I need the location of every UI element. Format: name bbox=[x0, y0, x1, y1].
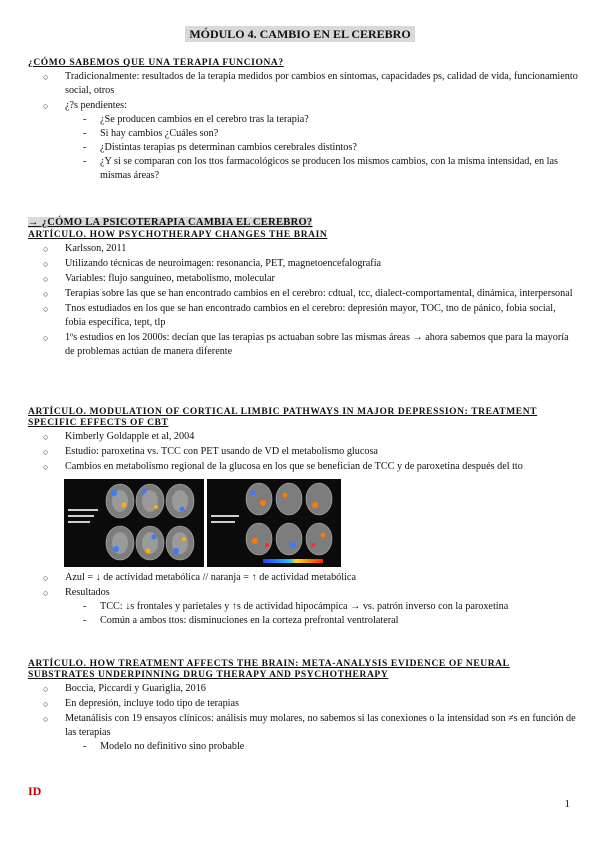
article-heading: ARTÍCULO. HOW TREATMENT AFFECTS THE BRAIN: META-ANALYSIS EVIDENCE OF NEURAL SUBSTRATES UNDERPINNING DRUG THERAPY AND PSYCHOTHERAPY bbox=[28, 659, 510, 680]
brain-scan-cbt bbox=[64, 479, 204, 567]
section-goldapple-cont bbox=[28, 571, 578, 629]
brain-scan-figure bbox=[64, 479, 344, 567]
title-text: MÓDULO 4. CAMBIO EN EL CEREBRO bbox=[185, 26, 414, 42]
sub-item: - Modelo no definitivo sino probable bbox=[28, 740, 578, 754]
list-item: ○ Azul = ↓ de actividad metabólica // naranja = ↑ de actividad metabólica bbox=[28, 571, 578, 585]
list-item: ○ Boccia, Piccardi y Guariglia, 2016 bbox=[28, 682, 578, 696]
brain-scan-paroxetine bbox=[207, 479, 341, 567]
sub-item: - Común a ambos ttos: disminuciones en la corteza prefrontal ventrolateral bbox=[28, 614, 578, 628]
section-how-we-know bbox=[28, 58, 578, 184]
page-title bbox=[0, 27, 600, 42]
list-item: ○ En depresión, incluye todo tipo de terapias bbox=[28, 697, 578, 711]
article-heading: ARTÍCULO. HOW PSYCHOTHERAPY CHANGES THE BRAIN bbox=[28, 230, 328, 240]
section-goldapple bbox=[28, 407, 578, 475]
list-item: ○ Resultados - TCC: ↓s frontales y parietales y ↑s de actividad hipocámpica → vs. patrón inverso con la paroxetina - Común a ambos ttos: disminuciones en la corteza prefrontal ventrolateral bbox=[28, 586, 578, 628]
brain-scan-cbt-image bbox=[64, 479, 204, 567]
page-number: 1 bbox=[564, 798, 570, 810]
list-item: ○ Karlsson, 2011 bbox=[28, 242, 578, 256]
brain-scan-paroxetine-image bbox=[207, 479, 341, 567]
list-item: ○ Kimberly Goldapple et al, 2004 bbox=[28, 430, 578, 444]
list-item: ○ Terapias sobre las que se han encontrado cambios en el cerebro: cdtual, tcc, dialect-comportamental, dinámica, interpersonal bbox=[28, 287, 578, 301]
section-heading: ¿CÓMO SABEMOS QUE UNA TERAPIA FUNCIONA? bbox=[28, 58, 284, 68]
article-heading: ARTÍCULO. MODULATION OF CORTICAL LIMBIC PATHWAYS IN MAJOR DEPRESSION: TREATMENT SPECIFIC EFFECTS OF CBT bbox=[28, 407, 538, 428]
list-item: ○ Metanálisis con 19 ensayos clínicos: análisis muy molares, no sabemos si las conexiones o la intensidad son ≠s en función de las terapias - Modelo no definitivo sino probable bbox=[28, 712, 578, 754]
sub-item: - ¿Y si se comparan con los ttos farmacológicos se producen los mismos cambios, con la misma intensidad, en las mismas áreas? bbox=[28, 155, 578, 183]
sub-item: - ¿Distintas terapias ps determinan cambios cerebrales distintos? bbox=[28, 141, 578, 155]
list-item: ○ 1ºs estudios en los 2000s: decían que las terapias ps actuaban sobre las mismas áreas → ahora sabemos que para la mayoría de problemas actúan de manera diferente bbox=[28, 331, 578, 359]
footer-id-label: ID bbox=[28, 784, 42, 798]
sub-item: - ¿Se producen cambios en el cerebro tras la terapia? bbox=[28, 113, 578, 127]
list-item: ○ Tradicionalmente: resultados de la terapia medidos por cambios en síntomas, capacidades ps, calidad de vida, funcionamiento social, otros bbox=[28, 70, 578, 98]
section-boccia bbox=[28, 659, 578, 755]
list-item: ○ Estudio: paroxetina vs. TCC con PET usando de VD el metabolismo glucosa bbox=[28, 445, 578, 459]
list-item: ○ ¿?s pendientes: - ¿Se producen cambios en el cerebro tras la terapia? - Si hay cambios ¿Cuáles son? - ¿Distintas terapias ps determinan cambios cerebrales distintos? - ¿Y si se comparan con los ttos farmacológicos se producen los mismos cambios, con la misma intensidad, en las mismas áreas? bbox=[28, 99, 578, 183]
list-item: ○ Cambios en metabolismo regional de la glucosa en los que se benefician de TCC y de paroxetina después del tto bbox=[28, 460, 578, 474]
list-item: ○ Variables: flujo sanguíneo, metabolismo, molecular bbox=[28, 272, 578, 286]
list-item: ○ Tnos estudiados en los que se han encontrado cambios en el cerebro: depresión mayor, TOC, tno de pánico, fobia social, fobia específica, tept, tlp bbox=[28, 302, 578, 330]
list-item: ○ Utilizando técnicas de neuroimagen: resonancia, PET, magnetoencefalografía bbox=[28, 257, 578, 271]
section-psychotherapy-brain bbox=[28, 217, 578, 360]
sub-item: - TCC: ↓s frontales y parietales y ↑s de actividad hipocámpica → vs. patrón inverso con la paroxetina bbox=[28, 600, 578, 614]
section-heading: → ¿CÓMO LA PSICOTERAPIA CAMBIA EL CEREBRO? bbox=[28, 217, 313, 228]
sub-item: - Si hay cambios ¿Cuáles son? bbox=[28, 127, 578, 141]
